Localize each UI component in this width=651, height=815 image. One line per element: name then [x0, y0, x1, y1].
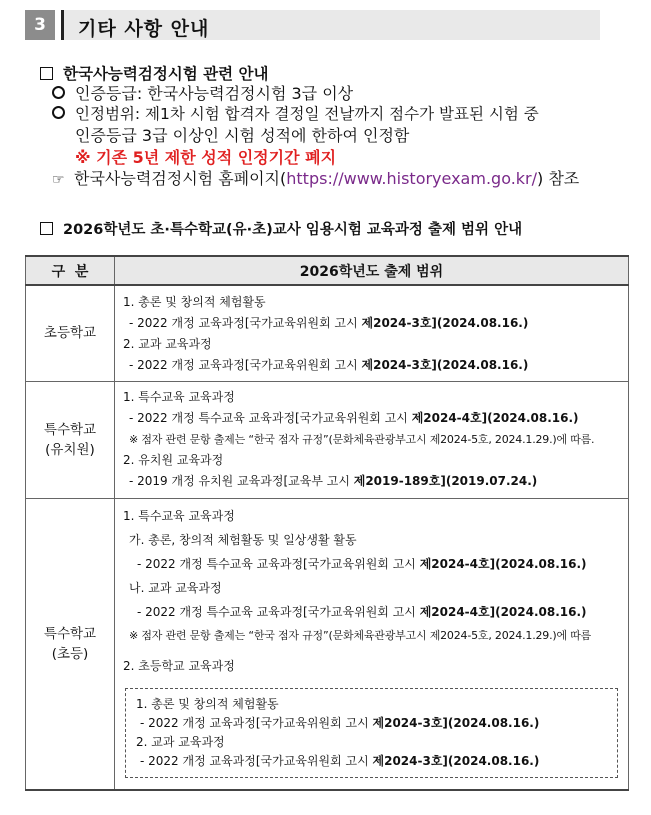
table-row	[26, 285, 629, 381]
elementary-curriculum-box: 1. 총론 및 창의적 체험활동 - 2022 개정 교육과정[국가교육위원회 고시 제2024-3호](2024.08.16.) 2. 교과 교육과정 - 2022 개정 교육과정[국가교육위원회 고시 제2024-3호](2024.08.16.)	[125, 688, 618, 778]
section-header	[25, 10, 600, 40]
table-header-row	[26, 256, 629, 285]
row-label-special-kindergarten: 특수학교 (유치원)	[26, 381, 115, 498]
circle-bullet-icon	[52, 86, 65, 99]
row-label-elementary: 초등학교	[26, 285, 115, 381]
section-number: 3	[25, 10, 55, 40]
section-title: 기타 사항 안내	[78, 18, 210, 40]
exam-notice: ※ 기존 5년 제한 성적 인정기간 폐지	[75, 148, 337, 167]
circle-bullet-icon	[52, 106, 65, 119]
row-content: 1. 총론 및 창의적 체험활동 - 2022 개정 교육과정[국가교육위원회 고시 제2024-3호](2024.08.16.) 2. 교과 교육과정 - 2022 개정 교육과정[국가교육위원회 고시 제2024-3호](2024.08.16.)	[115, 285, 629, 381]
col-category-header: 구 분	[26, 256, 115, 285]
square-bullet-icon	[40, 222, 53, 235]
row-label-special-elementary: 특수학교 (초등)	[26, 498, 115, 790]
square-bullet-icon	[40, 67, 53, 80]
scope-info-heading: 2026학년도 초·특수학교(유·초)교사 임용시험 교육과정 출제 범위 안내	[40, 218, 522, 239]
row-content: 1. 특수교육 교육과정 - 2022 개정 특수교육 교육과정[국가교육위원회 고시 제2024-4호](2024.08.16.) ※ 점자 관련 문항 출제는 “한국 점자 규정”(문화체육관광부고시 제2024-5호, 2024.1.29.)에 따름. 2. 유치원 교육과정 - 2019 개정 유치원 교육과정[교육부 고시 제2019-189호](2019.07.24.)	[115, 381, 629, 498]
row-content: 1. 특수교육 교육과정 가. 총론, 창의적 체험활동 및 일상생활 활동 - 2022 개정 특수교육 교육과정[국가교육위원회 고시 제2024-4호](2024.08.16.) 나. 교과 교육과정 - 2022 개정 특수교육 교육과정[국가교육위원회 고시 제2024-4호](2024.08.16.) ※ 점자 관련 문항 출제는 “한국 점자 규정”(문화체육관광부고시 제2024-5호, 2024.1.29.)에 따름 2. 초등학교 교육과정 1. 총론 및 창의적 체험활동 - 2022 개정 교육과정[국가교육위원회 고시 제2024-3호](2024.08.16.) 2. 교과 교육과정 - 2022 개정 교육과정[국가교육위원회 고시 제2024-3호](2024.08.16.)	[115, 498, 629, 790]
pointing-hand-icon: ☞	[52, 172, 65, 188]
section-title-bar	[61, 10, 600, 40]
table-row	[26, 498, 629, 790]
table-row	[26, 381, 629, 498]
col-scope-header: 2026학년도 출제 범위	[115, 256, 629, 285]
exam-grade-line: 인증등급: 한국사능력검정시험 3급 이상	[52, 81, 353, 104]
curriculum-scope-table	[25, 255, 629, 791]
exam-homepage-line: ☞ 한국사능력검정시험 홈페이지(https://www.historyexam.go.kr/) 참조	[52, 169, 580, 188]
exam-info-heading: 한국사능력검정시험 관련 안내	[40, 62, 268, 84]
exam-scope-line: 인정범위: 제1차 시험 합격자 결정일 전날까지 점수가 발표된 시험 중	[52, 102, 539, 124]
homepage-link[interactable]: https://www.historyexam.go.kr/	[286, 169, 538, 188]
exam-scope-line-2: 인증등급 3급 이상인 시험 성적에 한하여 인정함	[75, 126, 410, 145]
